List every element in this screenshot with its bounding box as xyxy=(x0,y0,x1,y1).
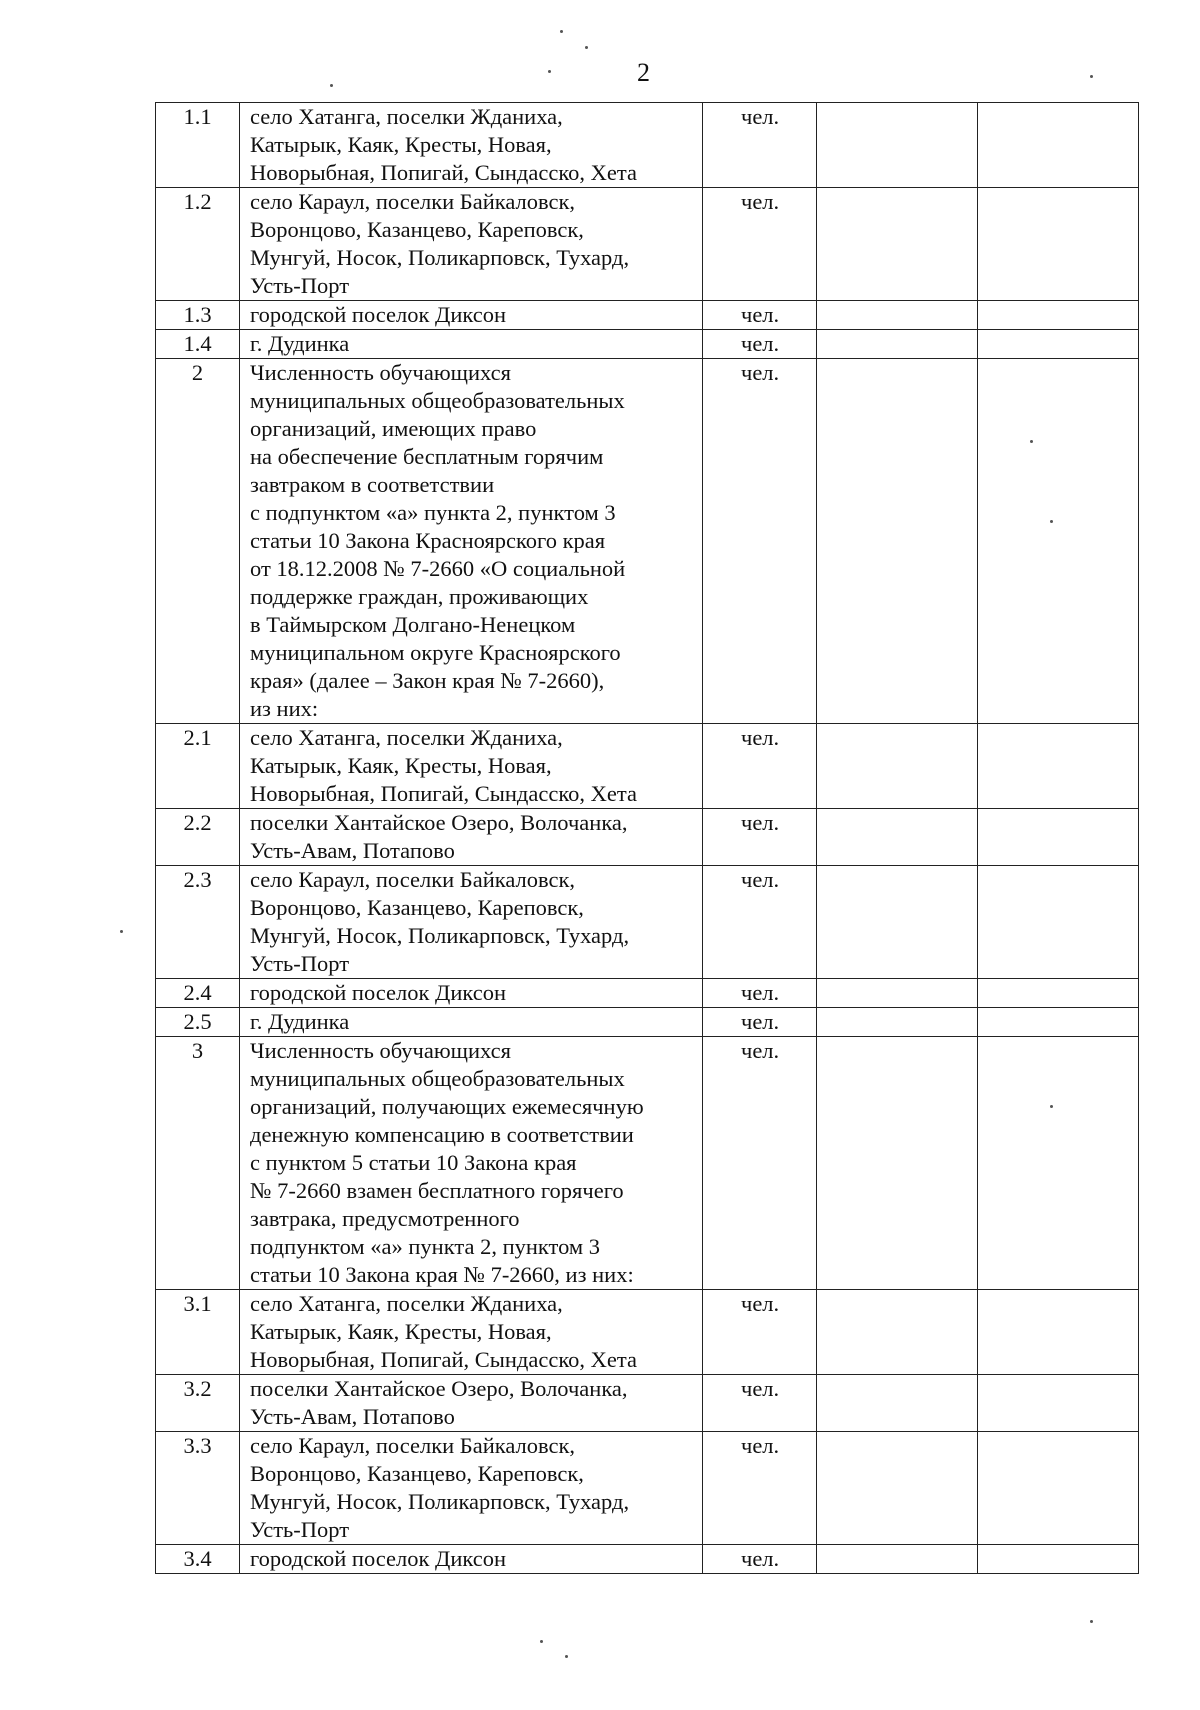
value-cell-1 xyxy=(817,1037,978,1290)
value-cell-1 xyxy=(817,1432,978,1545)
row-description: село Караул, поселки Байкаловск, Воронцово, Казанцево, Кареповск, Мунгуй, Носок, Поликарповск, Тухард, Усть-Порт xyxy=(240,188,703,301)
value-cell-2 xyxy=(978,1290,1139,1375)
value-cell-1 xyxy=(817,979,978,1008)
scan-speck xyxy=(1090,75,1093,78)
table-row xyxy=(156,1375,1139,1432)
row-number: 3 xyxy=(156,1037,240,1290)
row-unit: чел. xyxy=(703,103,817,188)
row-description: Численность обучающихся муниципальных общеобразовательных организаций, имеющих право на обеспечение бесплатным горячим завтраком в соответствии с подпунктом «а» пункта 2, пунктом 3 статьи 10 Закона Красноярского края от 18.12.2008 № 7-2660 «О социальной поддержке граждан, проживающих в Таймырском Долгано-Ненецком муниципальном округе Красноярского края» (далее – Закон края № 7-2660), из них: xyxy=(240,359,703,724)
row-description: городской поселок Диксон xyxy=(240,1545,703,1574)
value-cell-2 xyxy=(978,330,1139,359)
row-description: село Хатанга, поселки Жданиха, Катырык, Каяк, Кресты, Новая, Новорыбная, Попигай, Сындасско, Хета xyxy=(240,724,703,809)
row-number: 1.3 xyxy=(156,301,240,330)
row-number: 2.3 xyxy=(156,866,240,979)
row-number: 1.1 xyxy=(156,103,240,188)
value-cell-2 xyxy=(978,1432,1139,1545)
table-row xyxy=(156,103,1139,188)
row-number: 3.1 xyxy=(156,1290,240,1375)
scan-speck xyxy=(560,30,563,33)
value-cell-1 xyxy=(817,330,978,359)
table-row xyxy=(156,188,1139,301)
table-row xyxy=(156,979,1139,1008)
value-cell-1 xyxy=(817,188,978,301)
scan-speck xyxy=(1050,1105,1053,1108)
value-cell-1 xyxy=(817,103,978,188)
value-cell-1 xyxy=(817,724,978,809)
row-description: село Хатанга, поселки Жданиха, Катырык, Каяк, Кресты, Новая, Новорыбная, Попигай, Сындасско, Хета xyxy=(240,1290,703,1375)
page-number: 2 xyxy=(637,58,650,87)
row-description: г. Дудинка xyxy=(240,1008,703,1037)
value-cell-2 xyxy=(978,1037,1139,1290)
table-row xyxy=(156,1008,1139,1037)
row-description: поселки Хантайское Озеро, Волочанка, Усть-Авам, Потапово xyxy=(240,1375,703,1432)
scan-speck xyxy=(1090,1620,1093,1623)
table-row xyxy=(156,1037,1139,1290)
row-unit: чел. xyxy=(703,188,817,301)
scan-speck xyxy=(120,930,123,933)
table-row xyxy=(156,866,1139,979)
row-number: 2.1 xyxy=(156,724,240,809)
value-cell-1 xyxy=(817,359,978,724)
scan-speck xyxy=(548,70,551,73)
row-number: 2.5 xyxy=(156,1008,240,1037)
row-description: городской поселок Диксон xyxy=(240,301,703,330)
row-unit: чел. xyxy=(703,1545,817,1574)
row-unit: чел. xyxy=(703,979,817,1008)
value-cell-1 xyxy=(817,1545,978,1574)
table-row xyxy=(156,330,1139,359)
value-cell-2 xyxy=(978,809,1139,866)
data-table xyxy=(155,102,1139,1574)
row-number: 2 xyxy=(156,359,240,724)
row-unit: чел. xyxy=(703,1375,817,1432)
value-cell-2 xyxy=(978,724,1139,809)
row-unit: чел. xyxy=(703,330,817,359)
table-row xyxy=(156,1545,1139,1574)
row-number: 2.4 xyxy=(156,979,240,1008)
row-description: село Хатанга, поселки Жданиха, Катырык, Каяк, Кресты, Новая, Новорыбная, Попигай, Сындасско, Хета xyxy=(240,103,703,188)
row-number: 1.2 xyxy=(156,188,240,301)
row-unit: чел. xyxy=(703,1290,817,1375)
table-row xyxy=(156,1432,1139,1545)
row-description: городской поселок Диксон xyxy=(240,979,703,1008)
table-row xyxy=(156,724,1139,809)
value-cell-1 xyxy=(817,1290,978,1375)
row-description: поселки Хантайское Озеро, Волочанка, Усть-Авам, Потапово xyxy=(240,809,703,866)
scan-speck xyxy=(1050,520,1053,523)
scan-speck xyxy=(330,84,333,87)
value-cell-2 xyxy=(978,866,1139,979)
row-unit: чел. xyxy=(703,1037,817,1290)
row-unit: чел. xyxy=(703,1432,817,1545)
value-cell-2 xyxy=(978,1545,1139,1574)
value-cell-1 xyxy=(817,301,978,330)
scan-speck xyxy=(565,1655,568,1658)
value-cell-2 xyxy=(978,103,1139,188)
row-unit: чел. xyxy=(703,1008,817,1037)
table-row xyxy=(156,301,1139,330)
row-number: 3.3 xyxy=(156,1432,240,1545)
value-cell-2 xyxy=(978,1375,1139,1432)
value-cell-1 xyxy=(817,1008,978,1037)
value-cell-2 xyxy=(978,1008,1139,1037)
row-unit: чел. xyxy=(703,301,817,330)
value-cell-1 xyxy=(817,1375,978,1432)
row-unit: чел. xyxy=(703,359,817,724)
table-row xyxy=(156,359,1139,724)
row-number: 3.4 xyxy=(156,1545,240,1574)
scan-speck xyxy=(540,1640,543,1643)
table-row xyxy=(156,1290,1139,1375)
row-unit: чел. xyxy=(703,724,817,809)
value-cell-2 xyxy=(978,301,1139,330)
value-cell-2 xyxy=(978,979,1139,1008)
row-number: 2.2 xyxy=(156,809,240,866)
value-cell-2 xyxy=(978,188,1139,301)
value-cell-2 xyxy=(978,359,1139,724)
scan-speck xyxy=(585,46,588,49)
value-cell-1 xyxy=(817,866,978,979)
row-number: 1.4 xyxy=(156,330,240,359)
row-unit: чел. xyxy=(703,866,817,979)
row-unit: чел. xyxy=(703,809,817,866)
table-row xyxy=(156,809,1139,866)
row-description: г. Дудинка xyxy=(240,330,703,359)
row-description: село Караул, поселки Байкаловск, Воронцово, Казанцево, Кареповск, Мунгуй, Носок, Поликарповск, Тухард, Усть-Порт xyxy=(240,866,703,979)
value-cell-1 xyxy=(817,809,978,866)
row-description: село Караул, поселки Байкаловск, Воронцово, Казанцево, Кареповск, Мунгуй, Носок, Поликарповск, Тухард, Усть-Порт xyxy=(240,1432,703,1545)
row-description: Численность обучающихся муниципальных общеобразовательных организаций, получающих ежемесячную денежную компенсацию в соответствии с пунктом 5 статьи 10 Закона края № 7-2660 взамен бесплатного горячего завтрака, предусмотренного подпунктом «а» пункта 2, пунктом 3 статьи 10 Закона края № 7-2660, из них: xyxy=(240,1037,703,1290)
row-number: 3.2 xyxy=(156,1375,240,1432)
scan-speck xyxy=(1030,440,1033,443)
